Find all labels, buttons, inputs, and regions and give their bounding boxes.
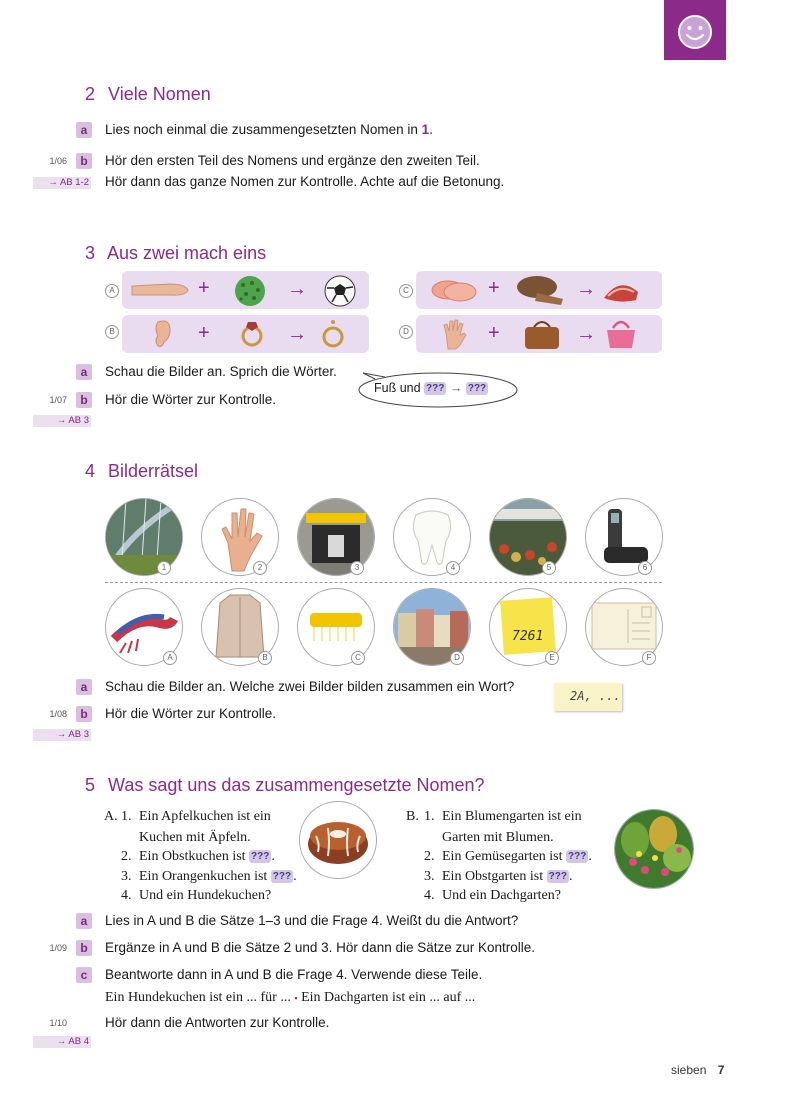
task-badge-b: b — [76, 940, 92, 956]
earring-image — [320, 318, 346, 350]
separator: ▪ — [294, 993, 298, 1003]
task-c-text: Beantworte dann in A und B die Frage 4. Verwende diese Teile. — [105, 967, 483, 982]
sentence-text: Ein Orangenkuchen ist — [139, 869, 268, 884]
task-ref-number: 1 — [421, 122, 430, 137]
picture-label: A — [163, 651, 177, 665]
sentence-text: Ein Obstkuchen ist — [139, 849, 246, 864]
section-title: Bilderrätsel — [108, 461, 199, 481]
answer-example: 2A, ... — [570, 689, 621, 703]
task-text-end: . — [429, 122, 433, 137]
workbook-ref: → AB 3 — [33, 729, 91, 741]
task-badge-b: b — [76, 706, 92, 722]
b-item-4-num: 4. — [424, 888, 435, 903]
task-a-text: Lies in A und B die Sätze 1–3 und die Frage 4. Weißt du die Antwort? — [105, 913, 519, 928]
b-item-1: Ein Blumengarten ist ein — [442, 809, 582, 824]
plus-sign: + — [198, 277, 210, 299]
section-5-title — [85, 775, 485, 796]
section-number: 4 — [85, 461, 96, 481]
ring-image — [239, 318, 265, 350]
task-text: Lies noch einmal die zusammengesetzten Nomen in — [105, 122, 422, 137]
handbag-image — [604, 316, 638, 350]
picture-label: 4 — [446, 561, 460, 575]
arrow-sign: → — [576, 323, 596, 345]
a-item-4-num: 4. — [121, 888, 132, 903]
bundt-cake-image — [299, 801, 377, 879]
task-a-text — [105, 122, 433, 137]
task-a-text: Schau die Bilder an. Welche zwei Bilder bilden zusammen ein Wort? — [105, 679, 515, 694]
arrow-sign: → — [287, 278, 307, 300]
task-d-text: Hör dann die Antworten zur Kontrolle. — [105, 1015, 330, 1030]
rain-image — [105, 498, 183, 576]
sentence-dot: . — [293, 869, 297, 884]
b-item-2 — [442, 849, 592, 865]
section-4-title — [85, 461, 198, 482]
section-number: 3 — [85, 243, 96, 263]
sentence-dot: . — [271, 849, 275, 864]
task-badge-a: a — [76, 364, 92, 380]
b-item-3 — [442, 869, 572, 885]
task-badge-a: a — [76, 679, 92, 695]
group-label: B. — [406, 809, 419, 824]
bread-image — [515, 273, 567, 307]
blank-marker: ??? — [272, 871, 292, 882]
arrow-sign: → — [449, 381, 463, 395]
section-title: Aus zwei mach eins — [107, 243, 267, 263]
blank-marker: ??? — [548, 871, 567, 882]
track-number: 1/06 — [49, 156, 67, 166]
picture-label: 6 — [638, 561, 652, 575]
sticky-note-number: 7261 — [512, 629, 544, 644]
plus-sign: + — [198, 322, 210, 344]
blank-marker: ??? — [467, 383, 487, 394]
blank-marker: ??? — [251, 851, 270, 862]
a-item-3-num: 3. — [121, 869, 132, 884]
section-number: 2 — [85, 84, 96, 104]
sentence-text: Ein Gemüsegarten ist — [442, 849, 563, 864]
picture-label: C — [351, 651, 365, 665]
page-word: sieben — [671, 1063, 707, 1077]
page-footer — [671, 1063, 724, 1077]
a-item-1-cont: Kuchen mit Äpfeln. — [139, 830, 251, 845]
equation-letter: B — [105, 325, 119, 339]
group-b-label — [406, 809, 419, 825]
football-image — [324, 275, 356, 307]
sentence-dot: . — [588, 849, 592, 864]
task-badge-c: c — [76, 967, 92, 983]
track-number: 1/07 — [49, 395, 67, 405]
picture-label: E — [545, 651, 559, 665]
workbook-ref: → AB 3 — [33, 415, 91, 427]
ham-bread-image — [600, 272, 642, 306]
task-b-text: Ergänze in A und B die Sätze 2 und 3. Hör dann die Sätze zur Kontrolle. — [105, 940, 536, 955]
dashed-divider — [105, 582, 662, 583]
b-item-1-cont: Garten mit Blumen. — [442, 830, 554, 845]
task-b-line1: Hör den ersten Teil des Nomens und ergänze den zweiten Teil. — [105, 153, 480, 168]
task-c-hints — [105, 990, 475, 1006]
a-item-1-num: 1. — [121, 809, 132, 824]
a-item-2-num: 2. — [121, 849, 132, 864]
b-item-4: Und ein Dachgarten? — [442, 888, 561, 903]
track-number: 1/08 — [49, 709, 67, 719]
hint-phrase: Ein Hundekuchen ist ein ... für ... — [105, 990, 291, 1005]
blank-marker: ??? — [568, 851, 587, 862]
blank-marker: ??? — [426, 383, 445, 394]
track-number: 1/10 — [49, 1018, 67, 1028]
picture-label: F — [642, 651, 656, 665]
section-title: Viele Nomen — [108, 84, 211, 104]
hand-image — [440, 317, 468, 351]
track-number: 1/09 — [49, 943, 67, 953]
section-title: Was sagt uns das zusammengesetzte Nomen? — [108, 775, 485, 795]
sentence-text: Ein Obstgarten ist — [442, 869, 544, 884]
foot-image — [130, 276, 190, 300]
bubble-text — [374, 381, 488, 395]
b-item-1-num: 1. — [424, 809, 435, 824]
picture-label: B — [258, 651, 272, 665]
task-badge-b: b — [76, 392, 92, 408]
b-item-3-num: 3. — [424, 869, 435, 884]
picture-label: 5 — [542, 561, 556, 575]
bubble-label: Fuß und — [374, 381, 421, 395]
hand-image — [201, 498, 279, 576]
plus-sign: + — [488, 322, 500, 344]
task-b-text: Hör die Wörter zur Kontrolle. — [105, 392, 277, 407]
task-badge-a: a — [76, 913, 92, 929]
plus-sign: + — [488, 277, 500, 299]
workbook-ref: → AB 4 — [33, 1036, 91, 1048]
a-item-3 — [139, 869, 297, 885]
task-b-line2: Hör dann das ganze Nomen zur Kontrolle. Achte auf die Betonung. — [105, 174, 505, 189]
group-label: A. — [104, 809, 118, 824]
section-2-title — [85, 84, 211, 105]
corner-tab — [664, 0, 726, 60]
picture-label: 1 — [157, 561, 171, 575]
a-item-1: Ein Apfelkuchen ist ein — [139, 809, 271, 824]
equation-letter: C — [399, 284, 413, 298]
arrow-sign: → — [576, 278, 596, 300]
section-number: 5 — [85, 775, 96, 795]
hint-phrase: Ein Dachgarten ist ein ... auf ... — [301, 990, 476, 1005]
bag-image — [522, 317, 562, 351]
group-a-label — [104, 809, 118, 825]
a-item-2 — [139, 849, 275, 865]
ear-image — [152, 318, 174, 350]
task-a-text: Schau die Bilder an. Sprich die Wörter. — [105, 364, 337, 379]
ham-image — [430, 276, 480, 304]
task-badge-b: b — [76, 153, 92, 169]
equation-letter: A — [105, 284, 119, 298]
picture-label: D — [450, 651, 464, 665]
arrow-sign: → — [287, 323, 307, 345]
picture-label: 3 — [350, 561, 364, 575]
a-item-4: Und ein Hundekuchen? — [139, 888, 272, 903]
section-3-title — [85, 243, 266, 264]
task-b-text: Hör die Wörter zur Kontrolle. — [105, 706, 277, 721]
equation-letter: D — [399, 325, 413, 339]
b-item-2-num: 2. — [424, 849, 435, 864]
workbook-ref: → AB 1-2 — [33, 177, 91, 189]
picture-label: 2 — [253, 561, 267, 575]
smiley-icon — [677, 14, 713, 50]
sentence-dot: . — [568, 869, 573, 884]
task-badge-a: a — [76, 122, 92, 138]
flower-garden-image — [614, 809, 694, 889]
page-number: 7 — [717, 1063, 725, 1077]
ball-image — [234, 275, 266, 307]
